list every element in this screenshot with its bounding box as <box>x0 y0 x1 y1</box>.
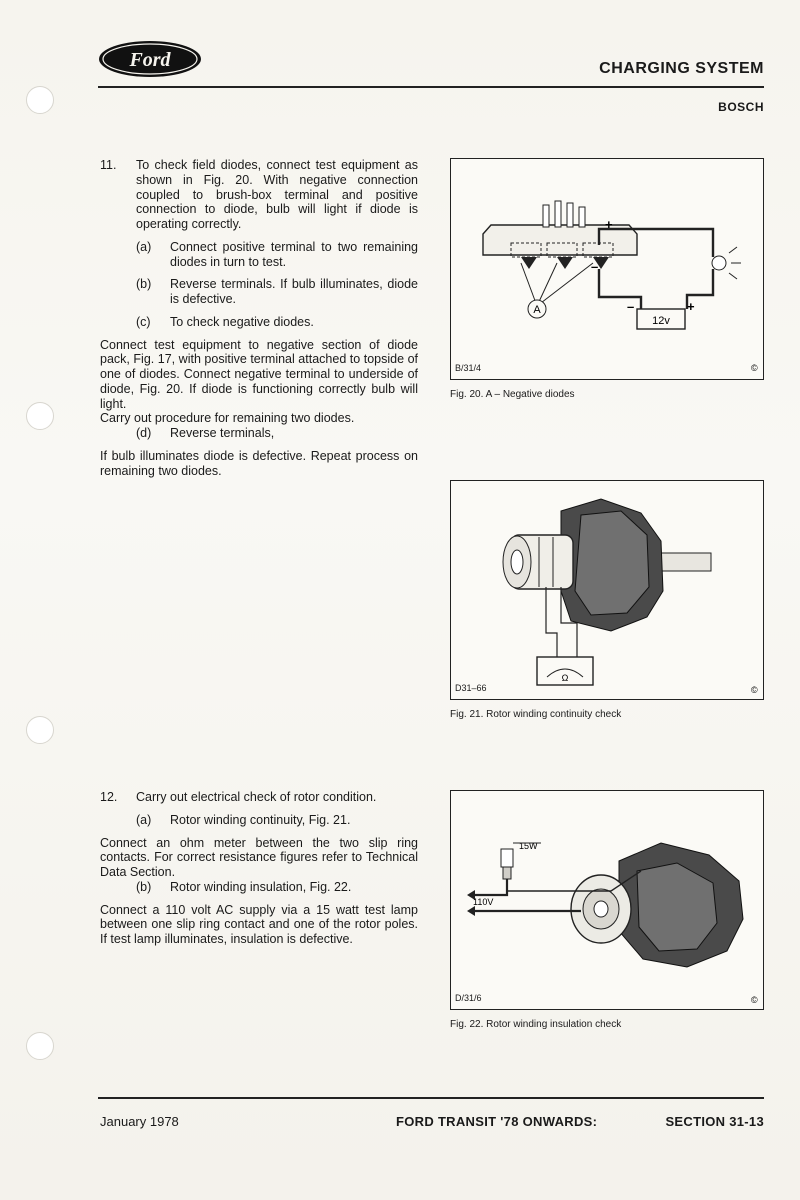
svg-text:©: © <box>751 363 758 373</box>
sub-paragraph: Carry out procedure for remaining two diodes. <box>100 411 355 426</box>
footer-date: January 1978 <box>100 1114 179 1129</box>
binder-hole <box>26 402 54 430</box>
footer-rule <box>98 1097 764 1099</box>
svg-text:15W: 15W <box>519 841 538 851</box>
sub-letter: (b) <box>136 879 152 894</box>
step-number: 12. <box>100 790 118 804</box>
sub-text: Rotor winding insulation, Fig. 22. <box>170 879 352 894</box>
svg-text:©: © <box>751 685 758 695</box>
sub-letter: (a) <box>136 812 152 827</box>
sub-letter: (d) <box>136 426 152 440</box>
sub-letter: (c) <box>136 314 151 329</box>
svg-text:+: + <box>605 217 613 232</box>
page-title: CHARGING SYSTEM <box>599 60 764 77</box>
sub-text: Reverse terminals, <box>170 426 275 440</box>
rotor-insulation-diagram <box>451 791 763 1009</box>
sub-text: Reverse terminals. If bulb illuminates, diode is defective. <box>170 277 418 306</box>
sub-paragraph: Connect an ohm meter between the two slip ring contacts. For correct resistance figures refer to Technical Data Section. <box>100 835 418 879</box>
footer-title: FORD TRANSIT '78 ONWARDS: <box>396 1114 598 1129</box>
ford-logo <box>98 40 202 78</box>
page-subtitle: BOSCH <box>718 100 764 114</box>
sub-paragraph: If bulb illuminates diode is defective. Repeat process on remaining two diodes. <box>100 448 418 478</box>
sub-paragraph: Connect test equipment to negative section of diode pack, Fig. 17, with positive terminal attached to topside of one of diodes. Connect negative terminal to underside of diode, Fig. 20. If diode is functioning correctly bulb will light. <box>100 337 418 411</box>
step-number: 11. <box>100 158 117 172</box>
sub-text: To check negative diodes. <box>170 314 314 329</box>
sub-paragraph: Connect a 110 volt AC supply via a 15 watt test lamp between one slip ring contact and one of the rotor poles. If test lamp illuminates, insulation is defective. <box>100 902 418 946</box>
svg-text:–: – <box>627 299 635 314</box>
step-11 <box>100 158 418 478</box>
binder-hole <box>26 716 54 744</box>
footer-section: SECTION 31-13 <box>665 1114 764 1129</box>
figure-caption: Fig. 22. Rotor winding insulation check <box>450 1019 622 1030</box>
binder-hole <box>26 86 54 114</box>
sub-letter: (b) <box>136 277 152 292</box>
header-rule <box>98 86 764 88</box>
step-12 <box>100 790 418 947</box>
figure-ref: B/31/4 <box>455 363 482 373</box>
figure-20 <box>450 158 764 380</box>
svg-text:–: – <box>591 259 599 274</box>
svg-text:A: A <box>533 304 541 316</box>
binder-hole <box>26 1032 54 1060</box>
svg-text:+: + <box>687 299 695 314</box>
svg-text:110V: 110V <box>473 897 494 907</box>
diode-test-diagram <box>451 159 763 379</box>
svg-text:Ω: Ω <box>561 673 569 683</box>
figure-caption: Fig. 21. Rotor winding continuity check <box>450 709 622 720</box>
step-text: Carry out electrical check of rotor condition. <box>136 790 377 804</box>
figure-ref: D/31/6 <box>455 993 482 1003</box>
svg-text:12v: 12v <box>652 315 670 327</box>
sub-text: Connect positive terminal to two remaining diodes in turn to test. <box>170 239 418 269</box>
rotor-continuity-diagram <box>451 481 763 699</box>
figure-ref: D31–66 <box>455 683 487 693</box>
figure-21 <box>450 480 764 700</box>
svg-text:Ford: Ford <box>129 49 171 71</box>
svg-text:©: © <box>751 995 758 1005</box>
figure-caption: Fig. 20. A – Negative diodes <box>450 389 575 400</box>
step-text: To check field diodes, connect test equipment as shown in Fig. 20. With negative connection coupled to brush-box terminal and positive connection to diode, bulb will light if diode is operating correctly. <box>136 158 418 231</box>
sub-letter: (a) <box>136 239 152 254</box>
figure-22 <box>450 790 764 1010</box>
sub-text: Rotor winding continuity, Fig. 21. <box>170 812 351 827</box>
